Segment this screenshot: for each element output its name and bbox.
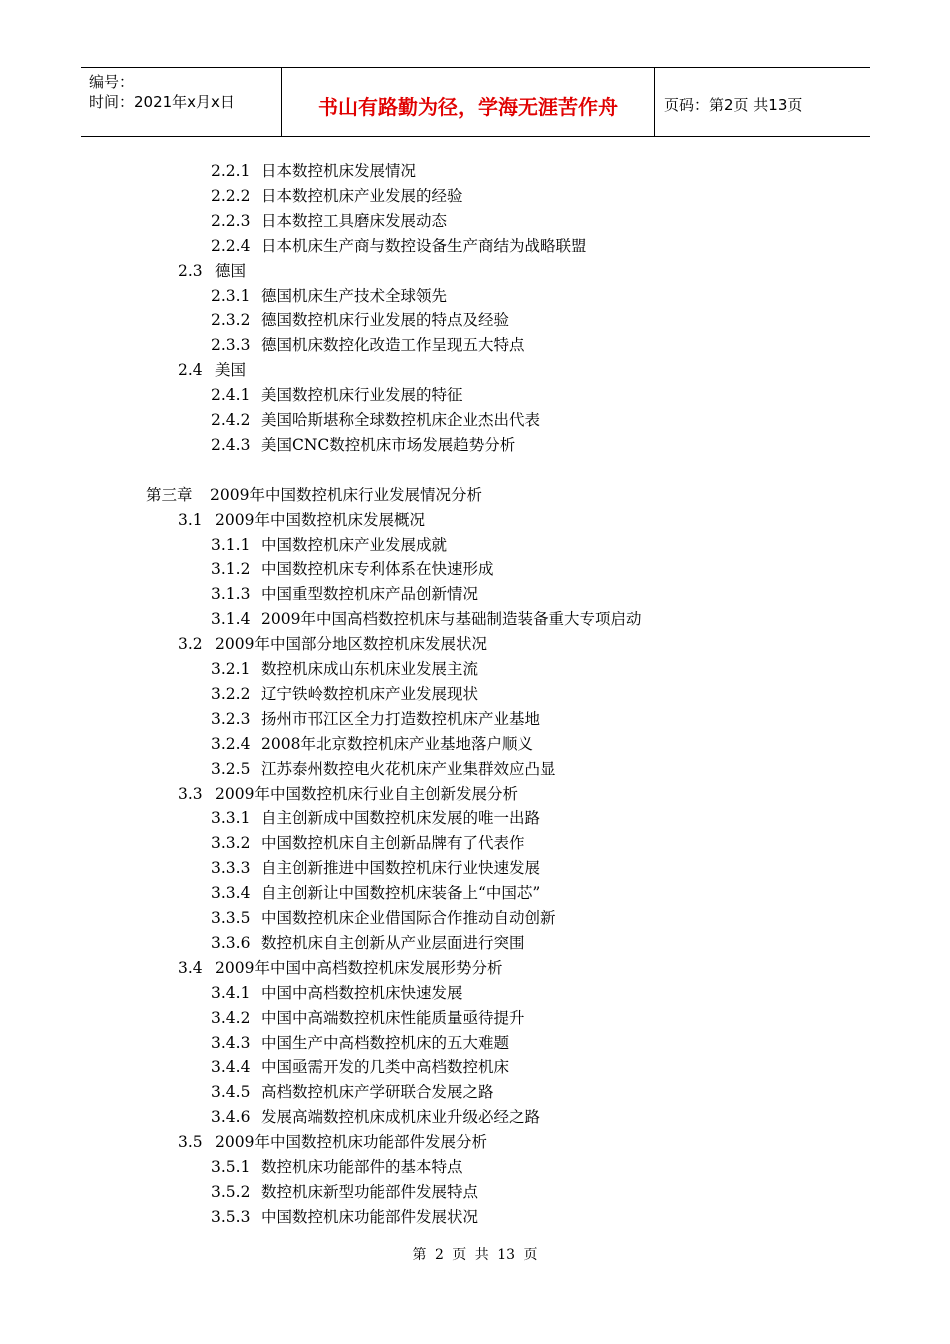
toc-entry [211, 831, 525, 856]
toc-entry-title: 德国机床数控化改造工作呈现五大特点 [261, 336, 525, 355]
toc-entry [211, 1180, 478, 1205]
toc-entry-title: 中国中高端数控机床性能质量亟待提升 [261, 1008, 525, 1027]
header-page-cell [655, 68, 870, 136]
toc-entry [178, 632, 487, 657]
toc-entry [211, 333, 525, 358]
toc-entry [211, 856, 540, 881]
toc-entry [211, 881, 540, 906]
toc-entry-title: 德国机床生产技术全球领先 [261, 286, 448, 305]
toc-entry-number: 2.3.2 [211, 311, 251, 330]
toc-entry-title: 2009年中国高档数控机床与基础制造装备重大专项启动 [261, 610, 642, 629]
toc-entry-title: 中国数控机床自主创新品牌有了代表作 [261, 834, 525, 853]
toc-entry [211, 582, 478, 607]
toc-entry-title: 中国数控机床专利体系在快速形成 [261, 560, 494, 579]
toc-entry-number: 3.1.4 [211, 610, 251, 629]
toc-entry [211, 1205, 478, 1230]
toc-entry [178, 782, 518, 807]
toc-entry-number: 2.2.4 [211, 236, 251, 255]
toc-entry-number: 3.2.2 [211, 684, 251, 703]
toc-entry-number: 3.5.2 [211, 1182, 251, 1201]
toc-entry [211, 284, 447, 309]
toc-entry [178, 259, 246, 284]
toc-entry-title: 自主创新推进中国数控机床行业快速发展 [261, 859, 541, 878]
toc-entry-title: 数控机床自主创新从产业层面进行突围 [261, 933, 525, 952]
toc-entry-number: 2.4.3 [211, 435, 251, 454]
toc-entry [211, 707, 540, 732]
toc-entry [211, 159, 416, 184]
toc-entry-number: 3.1.3 [211, 585, 251, 604]
toc-entry [211, 757, 556, 782]
header-motto: 书山有路勤为径，学海无涯苦作舟 [318, 95, 618, 119]
toc-entry [211, 533, 447, 558]
toc-entry-number: 2.2.3 [211, 211, 251, 230]
document-time-label: 时间：2021年x月x日 [89, 93, 235, 111]
toc-entry [211, 1080, 494, 1105]
toc-entry-title: 日本数控工具磨床发展动态 [261, 211, 448, 230]
toc-entry-title: 中国亟需开发的几类中高档数控机床 [261, 1058, 510, 1077]
toc-entry-number: 3.3 [178, 784, 203, 803]
toc-entry-number: 3.3.3 [211, 859, 251, 878]
toc-entry-title: 2009年中国数控机床行业发展情况分析 [210, 485, 482, 504]
toc-entry-title: 美国CNC数控机床市场发展趋势分析 [261, 435, 516, 454]
toc-entry-title: 数控机床成山东机床业发展主流 [261, 660, 479, 678]
toc-entry-title: 中国数控机床企业借国际合作推动自动创新 [261, 909, 556, 927]
toc-entry-number: 3.2.1 [211, 660, 251, 678]
toc-entry-number: 3.3.1 [211, 809, 251, 828]
toc-entry [211, 209, 447, 234]
toc-entry-title: 中国生产中高档数控机床的五大难题 [261, 1033, 510, 1052]
toc-entry-title: 辽宁铁岭数控机床产业发展现状 [261, 684, 479, 703]
header-page-number: 页码：第2页 共13页 [664, 96, 803, 114]
toc-entry-title: 扬州市邗江区全力打造数控机床产业基地 [261, 709, 541, 728]
toc-entry-number: 3.5.1 [211, 1158, 251, 1176]
toc-entry-title: 日本数控机床发展情况 [261, 162, 417, 180]
toc-entry-title: 2009年中国数控机床功能部件发展分析 [215, 1133, 487, 1152]
toc-entry-number: 3.4.6 [211, 1108, 251, 1127]
toc-entry-number: 3.1 [178, 510, 203, 529]
toc-entry-number: 2.4.2 [211, 411, 251, 429]
toc-entry [211, 806, 540, 831]
toc-entry-number: 3.4.1 [211, 983, 251, 1002]
toc-entry-number: 3.1.2 [211, 560, 251, 579]
toc-entry-number: 3.4.2 [211, 1008, 251, 1027]
toc-entry-number: 2.3.1 [211, 286, 251, 305]
toc-entry-number: 第三章 [146, 485, 193, 504]
page-header [81, 67, 870, 137]
toc-entry-title: 德国 [215, 261, 247, 280]
toc-entry-title: 中国数控机床功能部件发展状况 [261, 1207, 479, 1226]
toc-entry [178, 358, 246, 383]
toc-entry-title: 发展高端数控机床成机床业升级必经之路 [261, 1108, 541, 1127]
toc-entry [178, 1130, 487, 1155]
toc-entry-number: 3.4.3 [211, 1033, 251, 1052]
toc-entry-number: 2.4 [178, 361, 203, 380]
toc-entry-title: 中国中高档数控机床快速发展 [261, 983, 463, 1002]
toc-entry-title: 数控机床新型功能部件发展特点 [261, 1182, 479, 1201]
toc-entry-title: 自主创新让中国数控机床装备上“中国芯” [261, 884, 541, 903]
toc-entry-number: 3.2.4 [211, 734, 251, 753]
toc-entry-number: 3.3.6 [211, 933, 251, 952]
toc-entry-number: 3.5.3 [211, 1207, 251, 1226]
toc-entry-title: 2008年北京数控机床产业基地落户顺义 [261, 734, 533, 753]
header-info-cell [81, 68, 282, 136]
toc-entry [211, 1105, 540, 1130]
toc-entry-number: 2.2.1 [211, 162, 251, 180]
toc-entry [211, 408, 540, 433]
toc-entry-title: 2009年中国数控机床发展概况 [215, 510, 425, 529]
toc-entry-title: 中国重型数控机床产品创新情况 [261, 585, 479, 604]
toc-entry [178, 956, 502, 981]
toc-entry-title: 自主创新成中国数控机床发展的唯一出路 [261, 809, 541, 828]
toc-entry-title: 中国数控机床产业发展成就 [261, 535, 448, 554]
toc-entry-title: 2009年中国中高档数控机床发展形势分析 [215, 958, 503, 977]
toc-entry [211, 981, 463, 1006]
toc-entry-number: 3.4 [178, 958, 203, 977]
toc-entry-title: 美国数控机床行业发展的特征 [261, 386, 463, 405]
toc-entry-title: 数控机床功能部件的基本特点 [261, 1158, 463, 1176]
toc-entry-title: 江苏泰州数控电火花机床产业集群效应凸显 [261, 759, 556, 778]
toc-entry-number: 3.4.4 [211, 1058, 251, 1077]
toc-entry-number: 3.4.5 [211, 1083, 251, 1102]
page-footer: 第 2 页 共 13 页 [412, 1247, 538, 1263]
toc-entry [178, 508, 425, 533]
toc-entry [211, 557, 494, 582]
toc-entry-number: 2.2.2 [211, 186, 251, 205]
toc-entry-title: 2009年中国部分地区数控机床发展状况 [215, 635, 487, 654]
toc-entry [211, 607, 641, 632]
toc-entry-title: 美国 [215, 361, 247, 380]
toc-entry-title: 美国哈斯堪称全球数控机床企业杰出代表 [261, 411, 541, 429]
toc-entry-number: 2.3 [178, 261, 203, 280]
toc-entry [211, 906, 556, 931]
toc-entry-title: 高档数控机床产学研联合发展之路 [261, 1083, 494, 1102]
toc-entry-title: 2009年中国数控机床行业自主创新发展分析 [215, 784, 518, 803]
toc-entry [211, 383, 463, 408]
header-motto-cell [282, 68, 655, 136]
toc-entry-number: 3.3.2 [211, 834, 251, 853]
toc-entry-title: 日本机床生产商与数控设备生产商结为战略联盟 [261, 236, 587, 255]
toc-entry-number: 3.2.3 [211, 709, 251, 728]
toc-entry [211, 682, 478, 707]
toc-entry-number: 3.2 [178, 635, 203, 654]
toc-entry [211, 657, 478, 682]
toc-entry-title: 日本数控机床产业发展的经验 [261, 186, 463, 205]
toc-entry-number: 2.4.1 [211, 386, 251, 405]
toc-entry-number: 3.1.1 [211, 535, 251, 554]
toc-entry [211, 1155, 463, 1180]
toc-entry [211, 732, 533, 757]
toc-entry [211, 1031, 509, 1056]
toc-entry-number: 3.3.5 [211, 909, 251, 927]
toc-entry [211, 1055, 509, 1080]
toc-entry [211, 184, 463, 209]
toc-entry [146, 483, 482, 508]
document-number-label: 编号： [89, 73, 135, 91]
toc-entry [211, 931, 525, 956]
toc-entry [211, 1006, 525, 1031]
toc-entry [211, 308, 509, 333]
toc-entry-number: 3.5 [178, 1133, 203, 1152]
toc-entry-number: 2.3.3 [211, 336, 251, 355]
toc-entry [211, 234, 587, 259]
toc-entry-number: 3.2.5 [211, 759, 251, 778]
toc-entry-title: 德国数控机床行业发展的特点及经验 [261, 311, 510, 330]
toc-entry [211, 433, 515, 458]
toc-entry-number: 3.3.4 [211, 884, 251, 903]
